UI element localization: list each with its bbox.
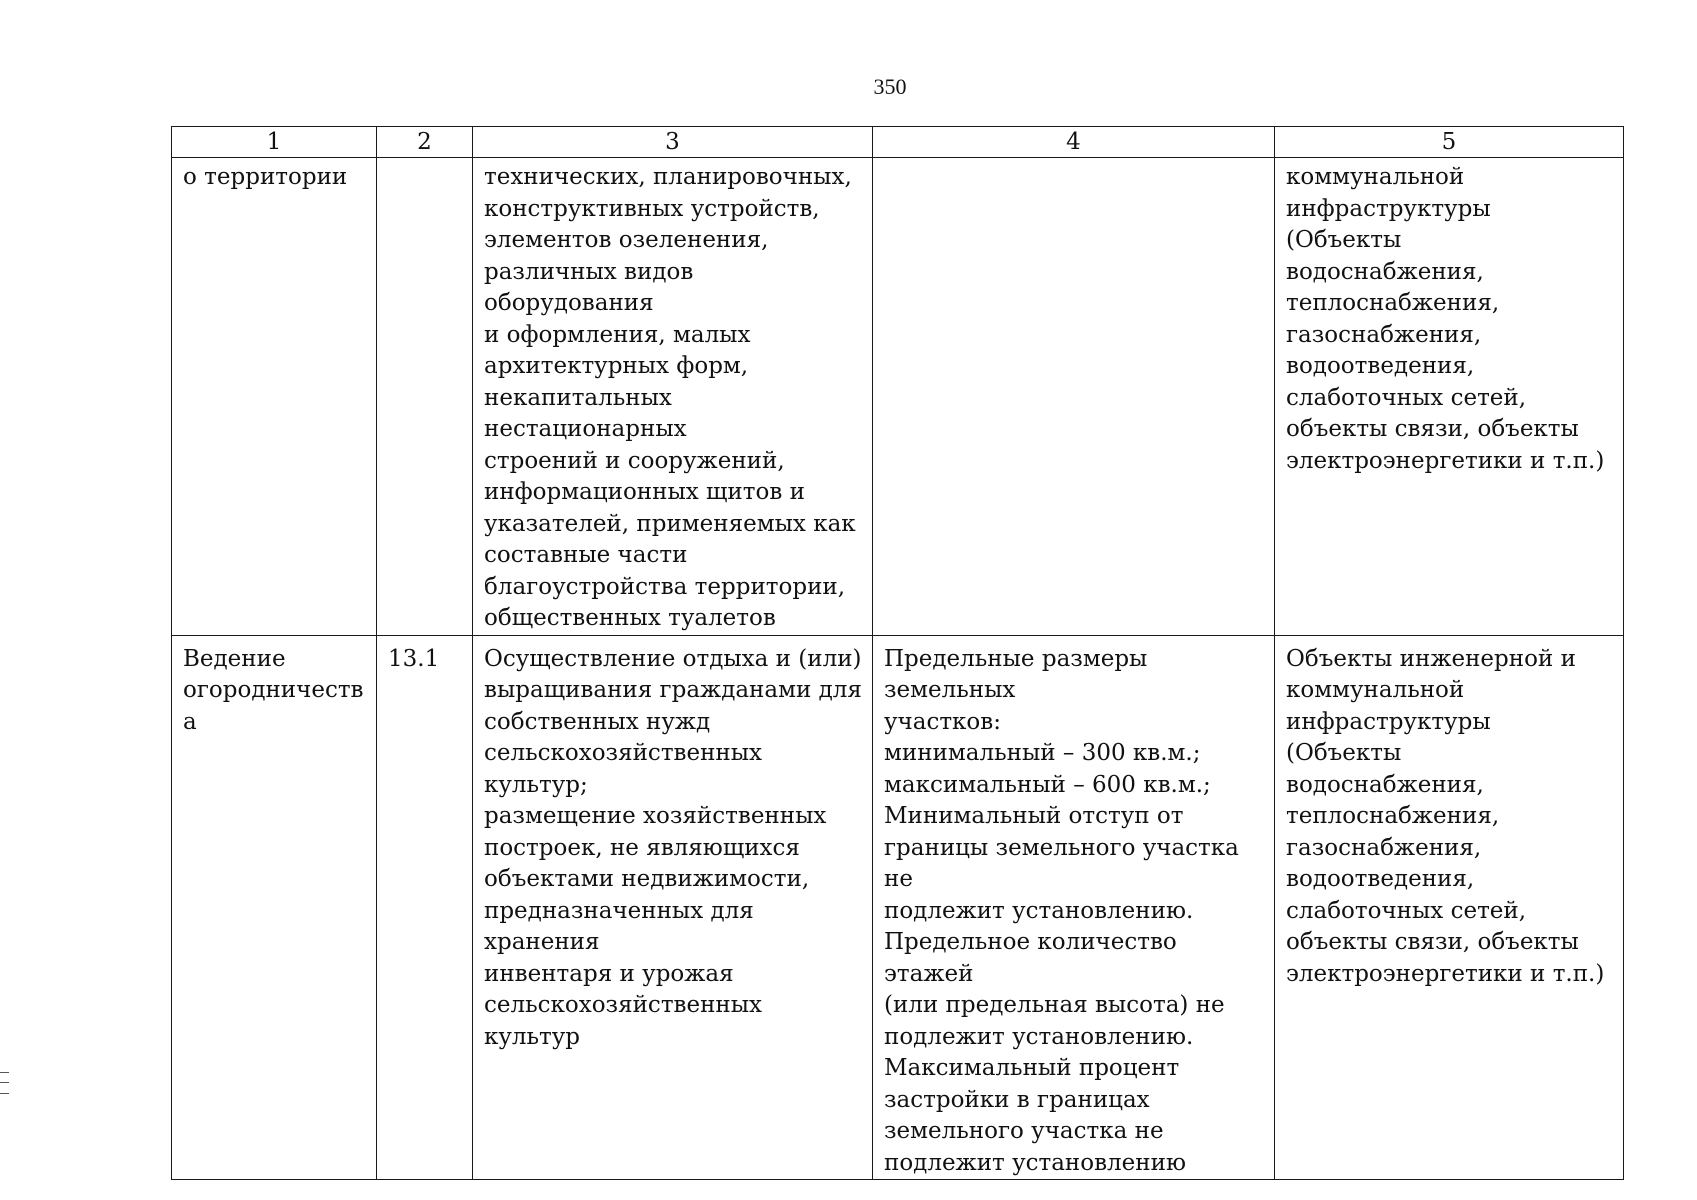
cell-use-name [172, 635, 377, 1180]
cell-code [377, 158, 473, 636]
cell-text: 13.1 [388, 645, 440, 672]
scan-margin-mark [0, 1072, 9, 1094]
cell-text: технических, планировочных, конструктивных устройств, элементов озеленения, различных видов оборудования и оформления, малых архитектурных форм, некапитальных нестационарных строений и сооружений, информационных щитов и указателей, применяемых как составные части благоустройства территории, общественных туалетов [484, 164, 856, 631]
page-number: 350 [873, 74, 907, 99]
column-header-1: 1 [172, 127, 377, 158]
cell-text: Осуществление отдыха и (или) выращивания гражданами для собственных нужд сельскохозяйственных культур; размещение хозяйственных построек, не являющихся объектами недвижимости, предназначенных для хранения инвентаря и урожая сельскохозяйственных культур [484, 645, 862, 1050]
table-header-row [172, 127, 1624, 158]
cell-text: о территории [183, 164, 348, 190]
cell-use-name [172, 158, 377, 636]
column-header-5: 5 [1275, 127, 1624, 158]
cell-text: коммунальной инфраструктуры (Объекты водоснабжения, теплоснабжения, газоснабжения, водоотведения, слаботочных сетей, объекты связи, объекты электроэнергетики и т.п.) [1286, 164, 1605, 474]
cell-permitted-objects [1275, 635, 1624, 1180]
cell-text: Предельные размеры земельных участков: минимальный – 300 кв.м.; максимальный – 600 кв.м.; Минимальный отступ от границы земельного участка не подлежит установлению. Предельное количество этажей (или предельная высота) не подлежит установлению. Максимальный процент застройки в границах земельного участка не подлежит установлению [884, 645, 1239, 1176]
cell-text: Ведение огородничеств а [183, 645, 364, 735]
cell-parameters [873, 635, 1275, 1180]
land-use-table [171, 126, 1624, 1180]
cell-description [473, 158, 873, 636]
column-header-2: 2 [377, 127, 473, 158]
cell-code [377, 635, 473, 1180]
cell-description [473, 635, 873, 1180]
column-header-3: 3 [473, 127, 873, 158]
cell-permitted-objects [1275, 158, 1624, 636]
column-header-4: 4 [873, 127, 1275, 158]
cell-text: Объекты инженерной и коммунальной инфраструктуры (Объекты водоснабжения, теплоснабжения, газоснабжения, водоотведения, слаботочных сетей, объекты связи, объекты электроэнергетики и т.п.) [1286, 645, 1605, 987]
cell-parameters [873, 158, 1275, 636]
table-row [172, 158, 1624, 636]
table-row [172, 635, 1624, 1180]
